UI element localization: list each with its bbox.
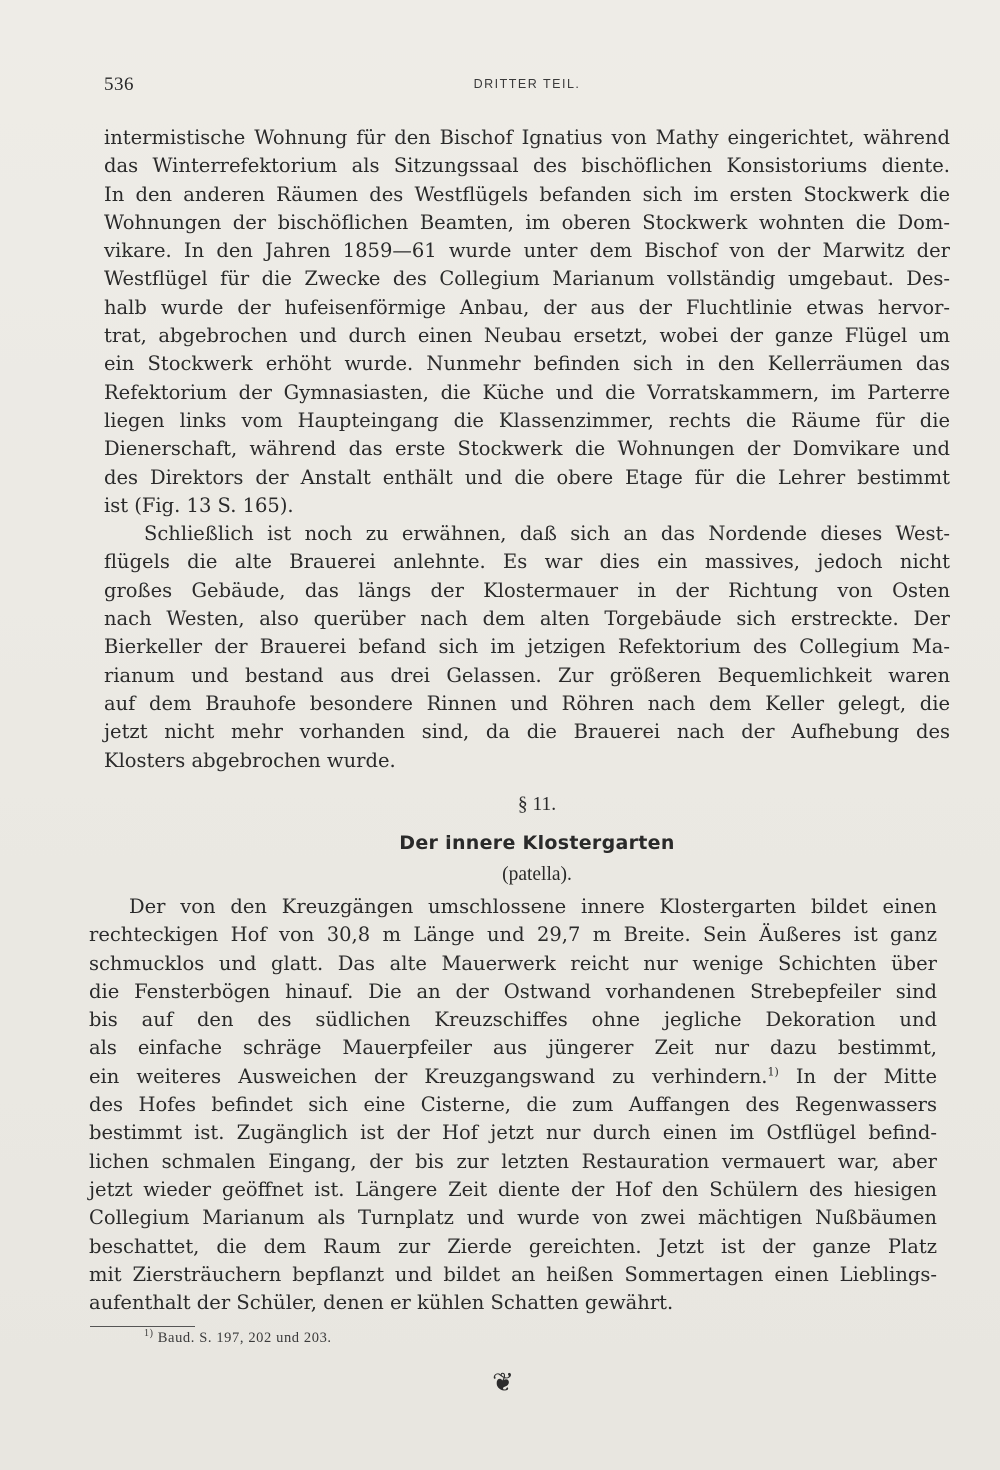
paragraph-continuation: [104, 124, 950, 775]
text-line: Schließlich ist noch zu erwähnen, daß sich an das Nordende dieses West-: [144, 522, 950, 546]
text-line: Der von den Kreuzgängen umschlossene innere Klostergarten bildet einen: [129, 895, 937, 918]
text-line: vikare. In den Jahren 1859—61 wurde unter dem Bischof von der Marwitz der: [104, 239, 950, 263]
text-line: lichen schmalen Eingang, der bis zur letzten Restauration vermauert war, aber: [89, 1149, 937, 1173]
text-line-with-footnote: [89, 1063, 937, 1091]
text-line: bis auf den des südlichen Kreuzschiffes ohne jegliche Dekoration und: [89, 1008, 937, 1032]
section-subtitle: (patella).: [502, 864, 572, 885]
footnote-divider: [90, 1326, 195, 1327]
text-line: rianum und bestand aus drei Gelassen. Zur größeren Bequemlichkeit waren: [104, 663, 950, 687]
text-line: Klosters abgebrochen wurde.: [104, 748, 396, 772]
text-line: bestimmt ist. Zugänglich ist der Hof jetzt nur durch einen im Ostflügel befind-: [89, 1121, 937, 1145]
text-line: Refektorium der Gymnasiasten, die Küche und die Vorratskammern, im Parterre: [104, 380, 950, 404]
footnote-reference: 1): [767, 1065, 779, 1079]
section-number: § 11.: [517, 794, 557, 815]
text-line: auf dem Brauhofe besondere Rinnen und Röhren nach dem Keller gelegt, die: [104, 691, 950, 715]
text-line: trat, abgebrochen und durch einen Neubau ersetzt, wobei der ganze Flügel um: [104, 324, 950, 348]
text-line: Wohnungen der bischöflichen Beamten, im oberen Stockwerk wohnten die Dom-: [104, 210, 950, 234]
running-title: DRITTER TEIL.: [473, 77, 581, 91]
text-line: aufenthalt der Schüler, denen er kühlen Schatten gewährt.: [89, 1291, 674, 1315]
text-line: Bierkeller der Brauerei befand sich im jetzigen Refektorium des Collegium Ma-: [104, 635, 950, 659]
text-line: nach Westen, also querüber nach dem alten Torgebäude sich erstreckte. Der: [104, 607, 950, 631]
text-line: ist (Fig. 13 S. 165).: [104, 493, 294, 517]
text-line: In den anderen Räumen des Westflügels befanden sich im ersten Stockwerk die: [104, 182, 950, 206]
text-line: das Winterrefektorium als Sitzungssaal des bischöflichen Konsistoriums diente.: [104, 154, 950, 178]
text-line: schmucklos und glatt. Das alte Mauerwerk reicht nur wenige Schichten über: [89, 951, 937, 975]
text-line: mit Ziersträuchern bepflanzt und bildet an heißen Sommertagen einen Lieblings-: [89, 1262, 937, 1286]
text-line: Dienerschaft, während das erste Stockwerk die Wohnungen der Domvikare und: [104, 437, 950, 461]
text-line: ein Stockwerk erhöht wurde. Nunmehr befinden sich in den Kellerräumen das: [104, 352, 950, 376]
text-segment: In der Mitte: [795, 1064, 937, 1088]
page-number: 536: [104, 74, 134, 95]
fleuron-ornament-icon: ❦: [492, 1368, 514, 1398]
text-line: die Fensterbögen hinauf. Die an der Ostwand vorhandenen Strebepfeiler sind: [89, 979, 937, 1003]
text-line: beschattet, die dem Raum zur Zierde gereichten. Jetzt ist der ganze Platz: [89, 1234, 937, 1258]
text-line: des Hofes befindet sich eine Cisterne, die zum Auffangen des Regenwassers: [89, 1093, 937, 1117]
footnote: [144, 1328, 332, 1347]
text-line: rechteckigen Hof von 30,8 m Länge und 29,7 m Breite. Sein Äußeres ist ganz: [89, 923, 937, 947]
text-line: intermistische Wohnung für den Bischof Ignatius von Mathy eingerichtet, während: [104, 126, 950, 149]
section-title: Der innere Klostergarten: [399, 832, 675, 854]
text-line: halb wurde der hufeisenförmige Anbau, der aus der Fluchtlinie etwas hervor-: [104, 295, 950, 319]
text-line: jetzt wieder geöffnet ist. Längere Zeit diente der Hof den Schülern des hiesigen: [89, 1177, 937, 1201]
text-line: jetzt nicht mehr vorhanden sind, da die Brauerei nach der Aufhebung des: [104, 720, 950, 744]
text-line: flügels die alte Brauerei anlehnte. Es war dies ein massives, jedoch nicht: [104, 550, 950, 574]
footnote-marker: 1): [144, 1328, 154, 1339]
paragraph-klostergarten: [89, 893, 937, 1317]
text-line: Westflügel für die Zwecke des Collegium Marianum vollständig umgebaut. Des-: [104, 267, 950, 291]
footnote-text: Baud. S. 197, 202 und 203.: [157, 1329, 332, 1346]
text-segment: ein weiteres Ausweichen der Kreuzgangswand zu verhindern.: [89, 1064, 768, 1088]
text-line: des Direktors der Anstalt enthält und die obere Etage für die Lehrer bestimmt: [104, 465, 950, 489]
text-line: liegen links vom Haupteingang die Klassenzimmer, rechts die Räume für die: [104, 408, 950, 432]
text-line: als einfache schräge Mauerpfeiler aus jüngerer Zeit nur dazu bestimmt,: [89, 1036, 937, 1060]
text-line: Collegium Marianum als Turnplatz und wurde von zwei mächtigen Nußbäumen: [89, 1206, 937, 1230]
running-head: [104, 74, 950, 104]
text-line: großes Gebäude, das längs der Klostermauer in der Richtung von Osten: [104, 578, 950, 602]
